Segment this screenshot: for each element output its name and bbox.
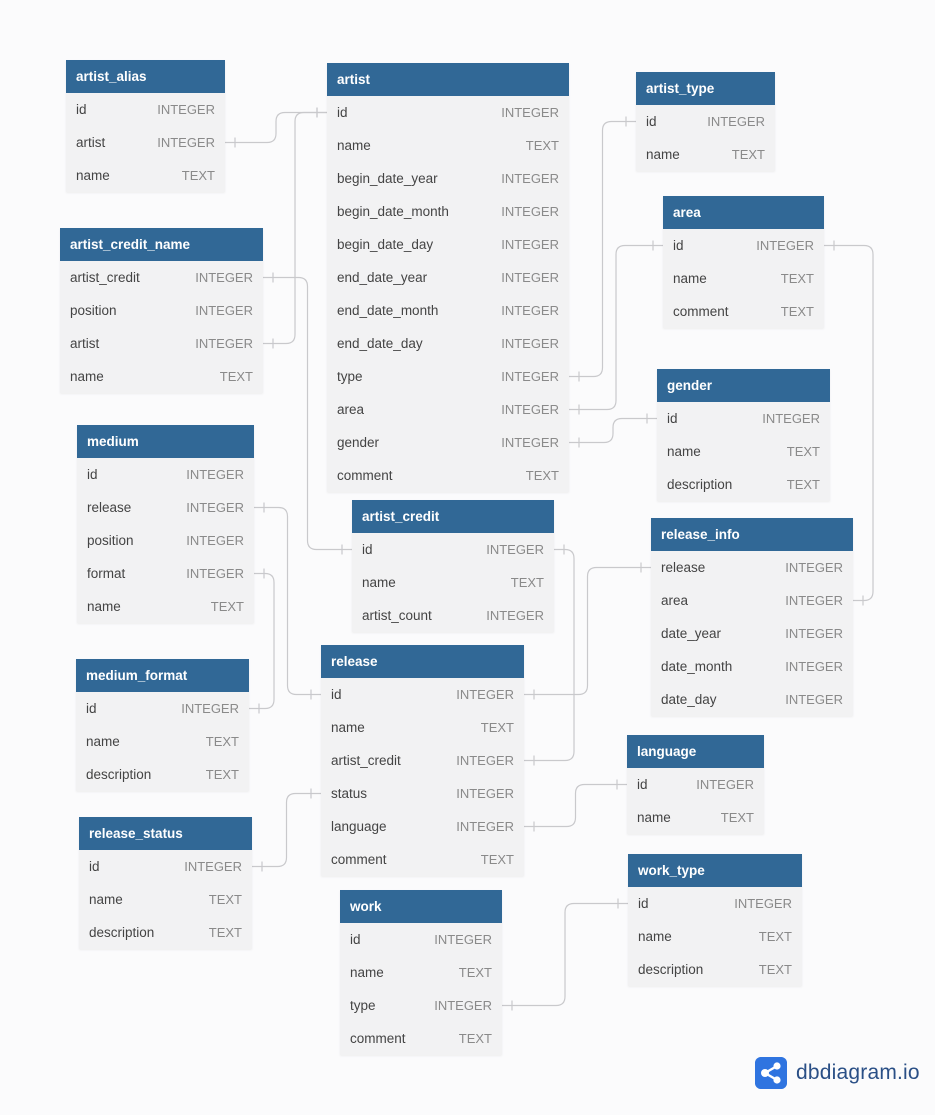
field-name: gender — [337, 435, 380, 450]
field-type: INTEGER — [195, 303, 253, 318]
field-row[interactable] — [340, 956, 502, 989]
field-type: INTEGER — [707, 114, 765, 129]
field-row[interactable] — [321, 744, 524, 777]
field-type: INTEGER — [756, 238, 814, 253]
field-name: type — [350, 998, 376, 1013]
field-row[interactable] — [77, 590, 254, 623]
field-type: TEXT — [758, 929, 792, 944]
field-type: INTEGER — [157, 102, 215, 117]
field-type: INTEGER — [434, 998, 492, 1013]
field-type: INTEGER — [734, 896, 792, 911]
field-type: INTEGER — [785, 692, 843, 707]
field-name: name — [673, 271, 707, 286]
field-name: artist — [70, 336, 100, 351]
field-name: position — [87, 533, 134, 548]
field-row[interactable] — [340, 989, 502, 1022]
field-row[interactable] — [327, 294, 569, 327]
field-type: INTEGER — [186, 566, 244, 581]
table-header[interactable]: artist — [327, 63, 569, 96]
field-type: INTEGER — [696, 777, 754, 792]
field-type: INTEGER — [501, 204, 559, 219]
relationship-line — [252, 794, 321, 867]
field-name: release — [661, 560, 706, 575]
field-name: id — [337, 105, 348, 120]
table-language[interactable] — [627, 735, 764, 834]
field-row[interactable] — [60, 327, 263, 360]
field-name: comment — [331, 852, 387, 867]
field-type: INTEGER — [186, 500, 244, 515]
field-type: TEXT — [720, 810, 754, 825]
field-name: description — [86, 767, 152, 782]
field-type: INTEGER — [501, 171, 559, 186]
field-type: TEXT — [458, 1031, 492, 1046]
field-type: TEXT — [219, 369, 253, 384]
field-type: INTEGER — [184, 859, 242, 874]
field-name: name — [350, 965, 384, 980]
brand-name: dbdiagram.io — [796, 1061, 920, 1084]
field-type: TEXT — [786, 444, 820, 459]
field-row[interactable] — [628, 887, 802, 920]
table-header[interactable]: work — [340, 890, 502, 923]
field-type: INTEGER — [456, 753, 514, 768]
field-name: id — [89, 859, 100, 874]
field-type: INTEGER — [501, 105, 559, 120]
relationship-line — [569, 122, 636, 377]
field-type: TEXT — [458, 965, 492, 980]
field-type: TEXT — [210, 599, 244, 614]
table-artist-credit[interactable] — [352, 500, 554, 632]
relationship-line — [254, 508, 321, 695]
field-type: TEXT — [480, 720, 514, 735]
table-artist-alias[interactable] — [66, 60, 225, 192]
field-row[interactable] — [77, 458, 254, 491]
field-type: INTEGER — [785, 626, 843, 641]
field-name: name — [667, 444, 701, 459]
field-name: begin_date_month — [337, 204, 449, 219]
field-type: INTEGER — [501, 369, 559, 384]
field-row[interactable] — [66, 159, 225, 192]
field-name: name — [89, 892, 123, 907]
field-name: end_date_year — [337, 270, 428, 285]
field-name: name — [362, 575, 396, 590]
field-type: TEXT — [780, 271, 814, 286]
field-type: TEXT — [480, 852, 514, 867]
field-row[interactable] — [79, 883, 252, 916]
field-row[interactable] — [327, 459, 569, 492]
field-row[interactable] — [60, 261, 263, 294]
table-header[interactable]: work_type — [628, 854, 802, 887]
field-name: id — [331, 687, 342, 702]
field-type: TEXT — [525, 138, 559, 153]
table-work[interactable] — [340, 890, 502, 1055]
table-header[interactable]: artist_credit — [352, 500, 554, 533]
field-row[interactable] — [628, 920, 802, 953]
field-name: name — [86, 734, 120, 749]
relationship-line — [569, 419, 657, 443]
field-row[interactable] — [79, 916, 252, 949]
field-type: INTEGER — [785, 593, 843, 608]
field-row[interactable] — [321, 711, 524, 744]
field-name: name — [637, 810, 671, 825]
field-row[interactable] — [327, 96, 569, 129]
field-name: date_day — [661, 692, 717, 707]
field-type: INTEGER — [434, 932, 492, 947]
table-area[interactable] — [663, 196, 824, 328]
field-row[interactable] — [76, 692, 249, 725]
field-row[interactable] — [352, 533, 554, 566]
field-name: name — [337, 138, 371, 153]
field-type: INTEGER — [501, 270, 559, 285]
relationship-line — [569, 246, 663, 410]
field-type: TEXT — [205, 734, 239, 749]
field-row[interactable] — [651, 584, 853, 617]
field-row[interactable] — [327, 195, 569, 228]
field-name: begin_date_day — [337, 237, 434, 252]
field-name: name — [331, 720, 365, 735]
field-name: comment — [673, 304, 729, 319]
field-name: date_year — [661, 626, 722, 641]
field-type: INTEGER — [785, 659, 843, 674]
field-row[interactable] — [628, 953, 802, 986]
field-name: area — [661, 593, 689, 608]
field-row[interactable] — [321, 810, 524, 843]
field-row[interactable] — [321, 678, 524, 711]
field-type: TEXT — [208, 925, 242, 940]
field-name: begin_date_year — [337, 171, 438, 186]
field-row[interactable] — [327, 393, 569, 426]
field-type: TEXT — [786, 477, 820, 492]
field-row[interactable] — [77, 491, 254, 524]
field-name: date_month — [661, 659, 733, 674]
table-artist-type[interactable] — [636, 72, 775, 171]
field-name: artist_credit — [70, 270, 140, 285]
field-row[interactable] — [327, 327, 569, 360]
field-row[interactable] — [76, 725, 249, 758]
field-type: INTEGER — [486, 608, 544, 623]
field-type: TEXT — [758, 962, 792, 977]
field-name: id — [87, 467, 98, 482]
field-name: description — [89, 925, 155, 940]
field-name: name — [70, 369, 104, 384]
field-row[interactable] — [76, 758, 249, 791]
field-row[interactable] — [66, 93, 225, 126]
field-name: id — [673, 238, 684, 253]
field-name: status — [331, 786, 368, 801]
field-type: TEXT — [181, 168, 215, 183]
field-row[interactable] — [663, 262, 824, 295]
field-type: INTEGER — [186, 467, 244, 482]
field-name: position — [70, 303, 117, 318]
field-type: TEXT — [731, 147, 765, 162]
table-artist[interactable] — [327, 63, 569, 492]
field-row[interactable] — [636, 138, 775, 171]
field-type: INTEGER — [762, 411, 820, 426]
field-row[interactable] — [327, 261, 569, 294]
field-type: TEXT — [205, 767, 239, 782]
field-type: INTEGER — [456, 819, 514, 834]
field-name: comment — [350, 1031, 406, 1046]
field-row[interactable] — [627, 801, 764, 834]
field-type: TEXT — [525, 468, 559, 483]
table-gender[interactable] — [657, 369, 830, 501]
table-artist-credit-name[interactable] — [60, 228, 263, 393]
table-header[interactable]: medium — [77, 425, 254, 458]
field-row[interactable] — [651, 683, 853, 716]
table-header[interactable]: release_info — [651, 518, 853, 551]
field-row[interactable] — [327, 426, 569, 459]
relationship-line — [524, 785, 627, 827]
field-type: TEXT — [208, 892, 242, 907]
field-name: release — [87, 500, 132, 515]
table-header[interactable]: artist_type — [636, 72, 775, 105]
field-row[interactable] — [60, 294, 263, 327]
field-type: TEXT — [510, 575, 544, 590]
field-row[interactable] — [651, 551, 853, 584]
table-header[interactable]: release_status — [79, 817, 252, 850]
field-row[interactable] — [627, 768, 764, 801]
relationship-line — [263, 113, 327, 344]
field-name: description — [667, 477, 733, 492]
table-medium[interactable] — [77, 425, 254, 623]
field-type: INTEGER — [181, 701, 239, 716]
field-name: name — [646, 147, 680, 162]
field-name: artist_count — [362, 608, 432, 623]
field-row[interactable] — [321, 843, 524, 876]
field-row[interactable] — [352, 566, 554, 599]
field-row[interactable] — [79, 850, 252, 883]
field-name: id — [350, 932, 361, 947]
table-release-status[interactable] — [79, 817, 252, 949]
field-type: INTEGER — [486, 542, 544, 557]
field-name: id — [667, 411, 678, 426]
field-type: INTEGER — [456, 687, 514, 702]
field-name: comment — [337, 468, 393, 483]
field-row[interactable] — [340, 923, 502, 956]
field-name: type — [337, 369, 363, 384]
field-name: format — [87, 566, 126, 581]
table-header[interactable]: release — [321, 645, 524, 678]
field-row[interactable] — [321, 777, 524, 810]
field-row[interactable] — [657, 402, 830, 435]
table-header[interactable]: area — [663, 196, 824, 229]
table-header[interactable]: language — [627, 735, 764, 768]
table-header[interactable]: artist_credit_name — [60, 228, 263, 261]
field-row[interactable] — [663, 229, 824, 262]
field-row[interactable] — [60, 360, 263, 393]
table-header[interactable]: medium_format — [76, 659, 249, 692]
relationship-line — [502, 904, 628, 1006]
field-type: INTEGER — [186, 533, 244, 548]
share-nodes-icon — [755, 1057, 787, 1089]
field-type: INTEGER — [501, 336, 559, 351]
field-name: artist — [76, 135, 106, 150]
brand-logo[interactable] — [755, 1057, 920, 1089]
field-name: language — [331, 819, 387, 834]
relationship-line — [225, 113, 327, 143]
field-name: id — [86, 701, 97, 716]
field-name: id — [638, 896, 649, 911]
field-name: id — [76, 102, 87, 117]
field-name: area — [337, 402, 365, 417]
field-row[interactable] — [651, 650, 853, 683]
field-type: INTEGER — [501, 303, 559, 318]
field-type: INTEGER — [501, 402, 559, 417]
field-type: INTEGER — [195, 336, 253, 351]
field-row[interactable] — [651, 617, 853, 650]
field-row[interactable] — [657, 468, 830, 501]
field-row[interactable] — [352, 599, 554, 632]
field-name: end_date_month — [337, 303, 439, 318]
field-type: INTEGER — [157, 135, 215, 150]
field-name: name — [87, 599, 121, 614]
field-type: INTEGER — [785, 560, 843, 575]
field-name: id — [362, 542, 373, 557]
field-type: TEXT — [780, 304, 814, 319]
field-row[interactable] — [340, 1022, 502, 1055]
field-row[interactable] — [77, 557, 254, 590]
table-release[interactable] — [321, 645, 524, 876]
field-name: artist_credit — [331, 753, 401, 768]
field-name: name — [76, 168, 110, 183]
table-release-info[interactable] — [651, 518, 853, 716]
field-row[interactable] — [66, 126, 225, 159]
field-row[interactable] — [327, 162, 569, 195]
table-header[interactable]: gender — [657, 369, 830, 402]
field-name: description — [638, 962, 704, 977]
field-type: INTEGER — [501, 435, 559, 450]
field-row[interactable] — [327, 228, 569, 261]
field-row[interactable] — [77, 524, 254, 557]
field-name: end_date_day — [337, 336, 423, 351]
field-type: INTEGER — [501, 237, 559, 252]
field-type: INTEGER — [195, 270, 253, 285]
table-medium-format[interactable] — [76, 659, 249, 791]
field-name: id — [637, 777, 648, 792]
field-row[interactable] — [327, 129, 569, 162]
table-work-type[interactable] — [628, 854, 802, 986]
field-row[interactable] — [663, 295, 824, 328]
field-row[interactable] — [636, 105, 775, 138]
field-row[interactable] — [327, 360, 569, 393]
field-name: name — [638, 929, 672, 944]
field-row[interactable] — [657, 435, 830, 468]
field-type: INTEGER — [456, 786, 514, 801]
field-name: id — [646, 114, 657, 129]
table-header[interactable]: artist_alias — [66, 60, 225, 93]
